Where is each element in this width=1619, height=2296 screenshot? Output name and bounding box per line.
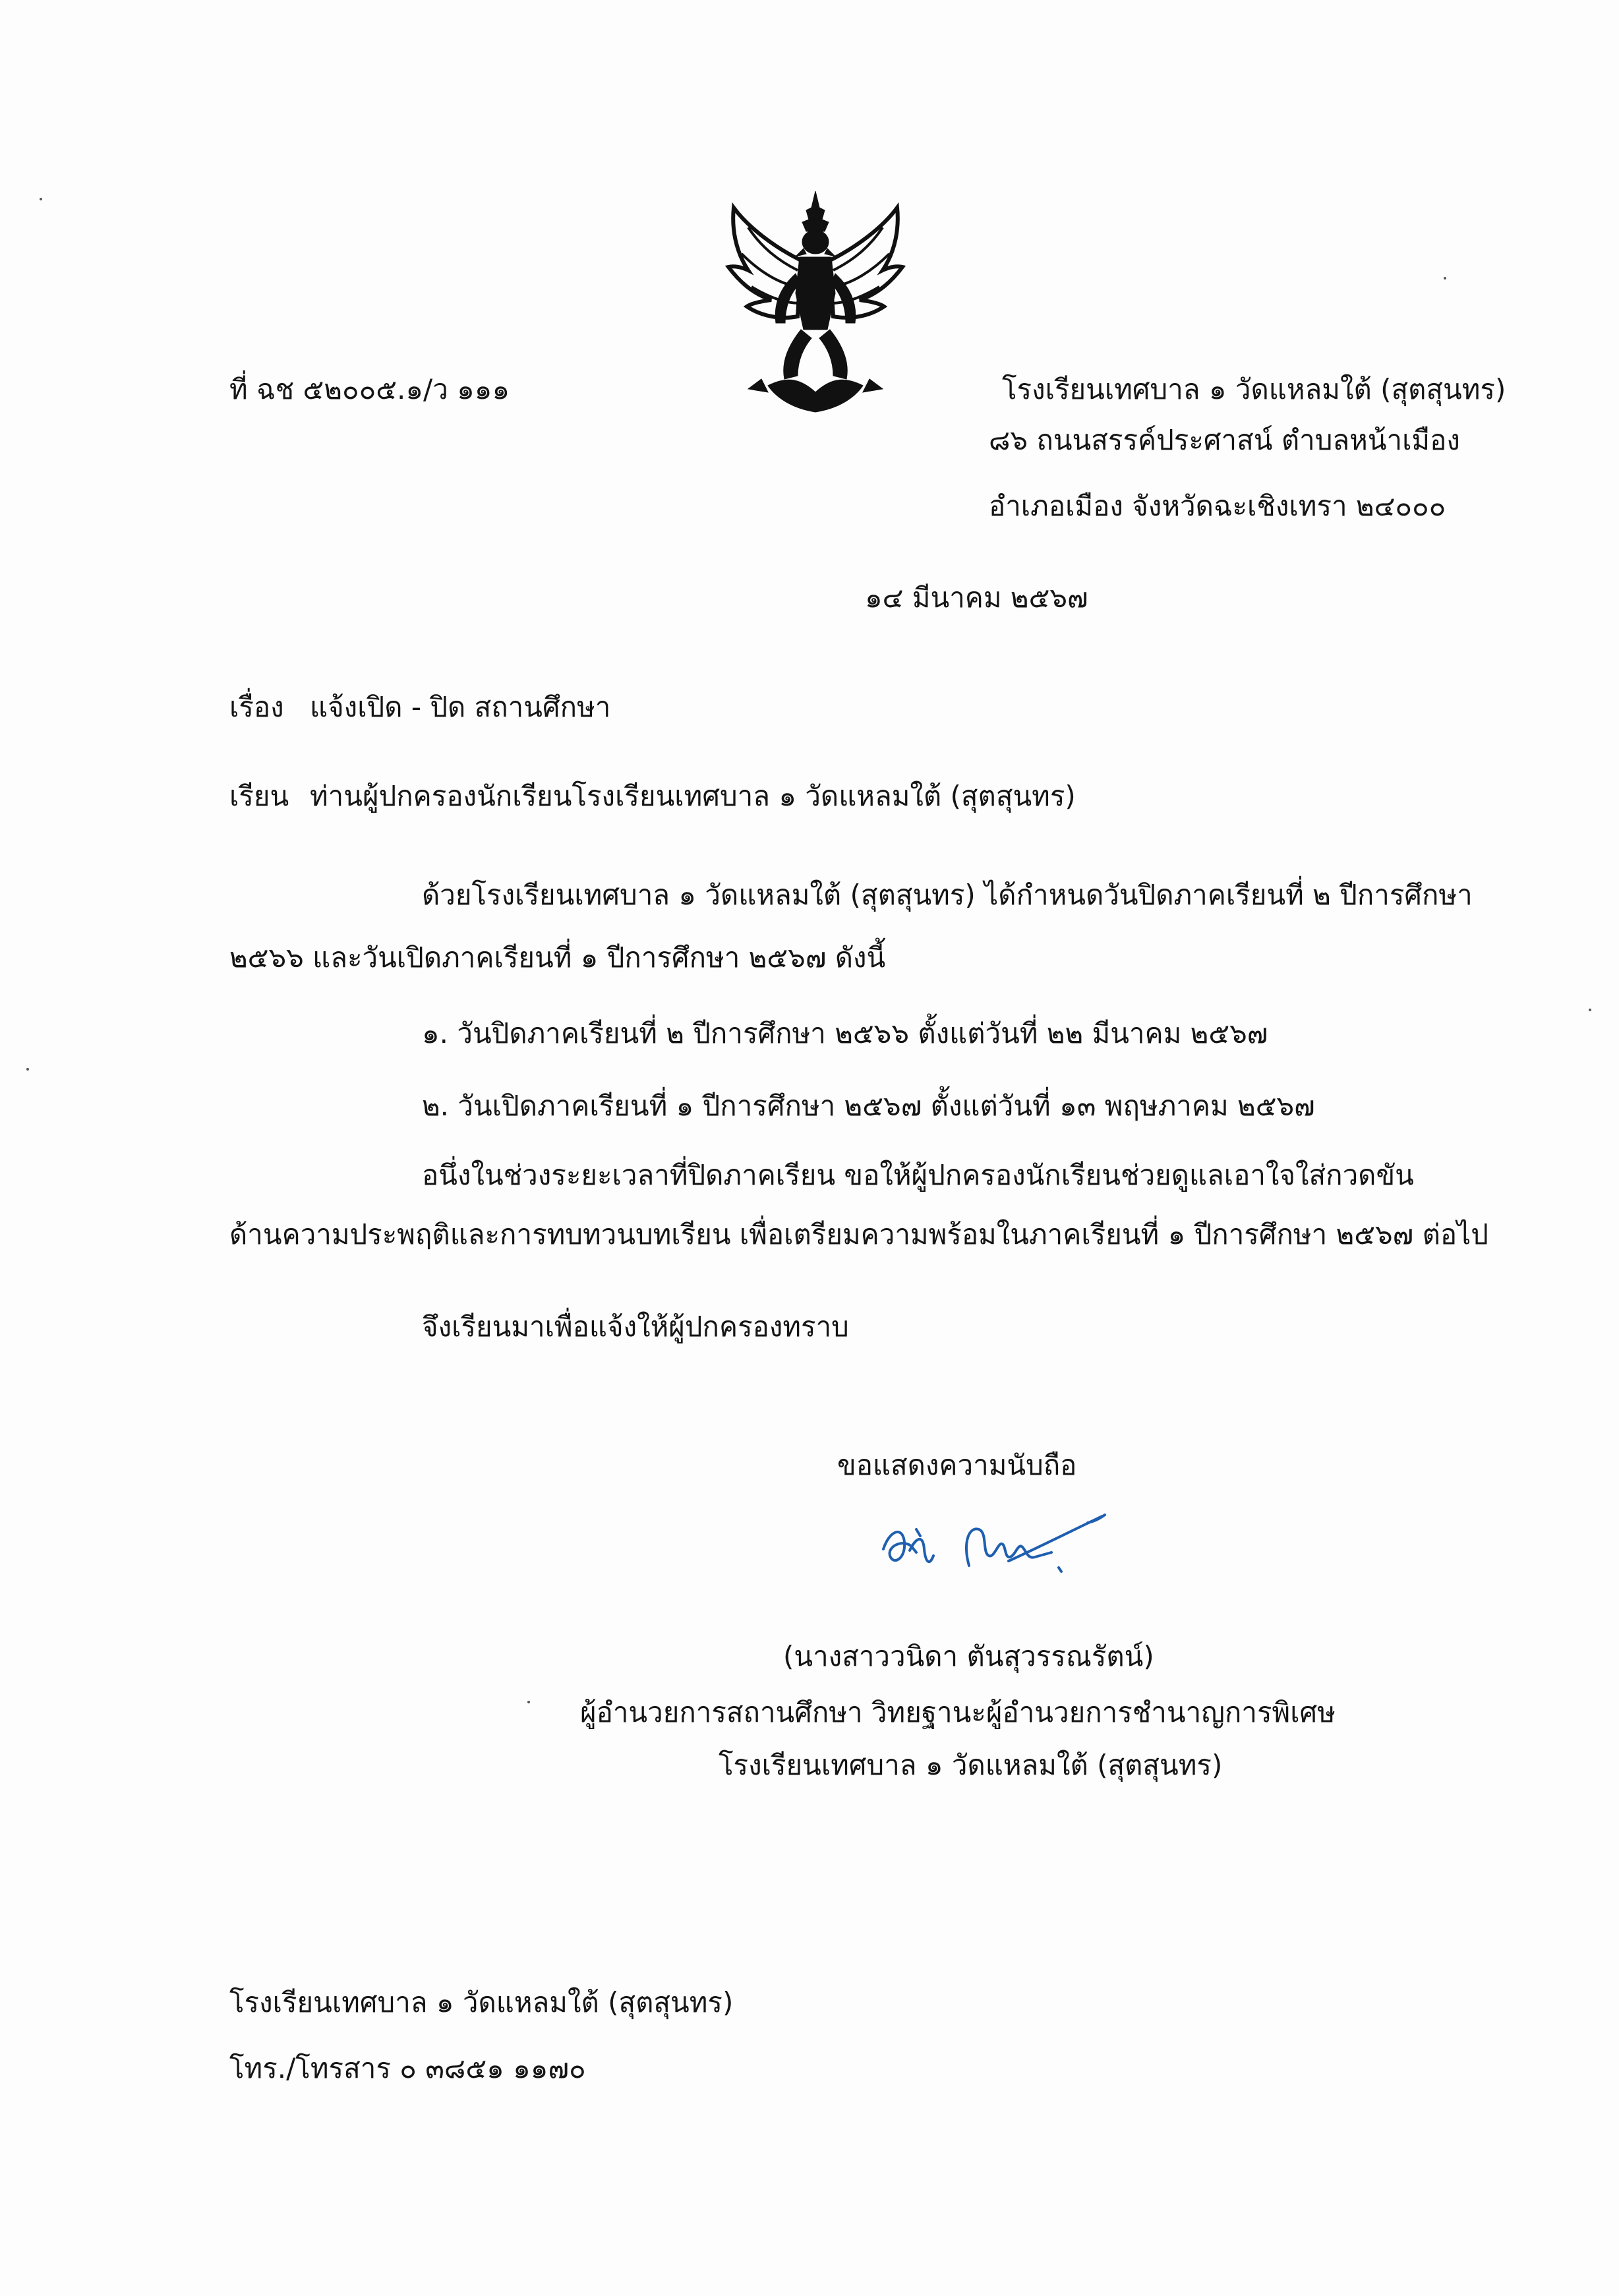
garuda-emblem-icon	[722, 188, 910, 415]
complimentary-closing: ขอแสดงความนับถือ	[837, 1449, 1077, 1481]
reference-number: ที่ ฉช ๕๒๐๐๕.๑/ว ๑๑๑	[229, 373, 510, 405]
address-line-2: อำเภอเมือง จังหวัดฉะเชิงเทรา ๒๔๐๐๐	[989, 490, 1446, 522]
scan-speck	[26, 1068, 29, 1071]
address-line-1: ๘๖ ถนนสรรค์ประศาสน์ ตำบลหน้าเมือง	[989, 424, 1460, 456]
body-paragraph-1-line-2: ๒๕๖๖ และวันเปิดภาคเรียนที่ ๑ ปีการศึกษา ๒๕๖๗ ดังนี้	[229, 941, 886, 974]
body-list-item-2: ๒. วันเปิดภาคเรียนที่ ๑ ปีการศึกษา ๒๕๖๗ ตั้งแต่วันที่ ๑๓ พฤษภาคม ๒๕๖๗	[422, 1090, 1315, 1122]
scan-speck	[527, 1701, 530, 1703]
footer-school-name: โรงเรียนเทศบาล ๑ วัดแหลมใต้ (สุตสุนทร)	[229, 1986, 734, 2018]
signatory-organization: โรงเรียนเทศบาล ๑ วัดแหลมใต้ (สุตสุนทร)	[719, 1749, 1223, 1781]
handwritten-signature	[870, 1503, 1134, 1602]
body-list-item-1: ๑. วันปิดภาคเรียนที่ ๒ ปีการศึกษา ๒๕๖๖ ตั้งแต่วันที่ ๒๒ มีนาคม ๒๕๖๗	[422, 1017, 1268, 1049]
signatory-name: (นางสาววนิดา ตันสุวรรณรัตน์)	[783, 1640, 1154, 1672]
subject-label: เรื่อง	[229, 691, 284, 723]
scan-speck	[1589, 1009, 1591, 1011]
scan-speck	[1444, 277, 1446, 280]
subject-text: แจ้งเปิด - ปิด สถานศึกษา	[310, 691, 611, 723]
body-paragraph-1-line-1: ด้วยโรงเรียนเทศบาล ๑ วัดแหลมใต้ (สุตสุนทร) ได้กำหนดวันปิดภาคเรียนที่ ๒ ปีการศึกษา	[422, 879, 1473, 911]
recipient-text: ท่านผู้ปกครองนักเรียนโรงเรียนเทศบาล ๑ วัดแหลมใต้ (สุตสุนทร)	[310, 780, 1076, 812]
signatory-position: ผู้อำนวยการสถานศึกษา วิทยฐานะผู้อำนวยการชำนาญการพิเศษ	[580, 1696, 1336, 1728]
body-paragraph-2-line-2: ด้านความประพฤติและการทบทวนบทเรียน เพื่อเตรียมความพร้อมในภาคเรียนที่ ๑ ปีการศึกษา ๒๕๖๗ ต่อไป	[229, 1218, 1488, 1251]
body-closing-paragraph: จึงเรียนมาเพื่อแจ้งให้ผู้ปกครองทราบ	[422, 1310, 849, 1343]
footer-phone: โทร./โทรสาร ๐ ๓๘๕๑ ๑๑๗๐	[229, 2052, 586, 2084]
body-paragraph-2-line-1: อนึ่งในช่วงระยะเวลาที่ปิดภาคเรียน ขอให้ผู้ปกครองนักเรียนช่วยดูแลเอาใจใส่กวดขัน	[422, 1159, 1414, 1191]
scan-speck	[40, 198, 42, 200]
school-name: โรงเรียนเทศบาล ๑ วัดแหลมใต้ (สุตสุนทร)	[1002, 373, 1506, 405]
letter-date: ๑๔ มีนาคม ๒๕๖๗	[865, 581, 1088, 614]
recipient-label: เรียน	[229, 780, 289, 812]
